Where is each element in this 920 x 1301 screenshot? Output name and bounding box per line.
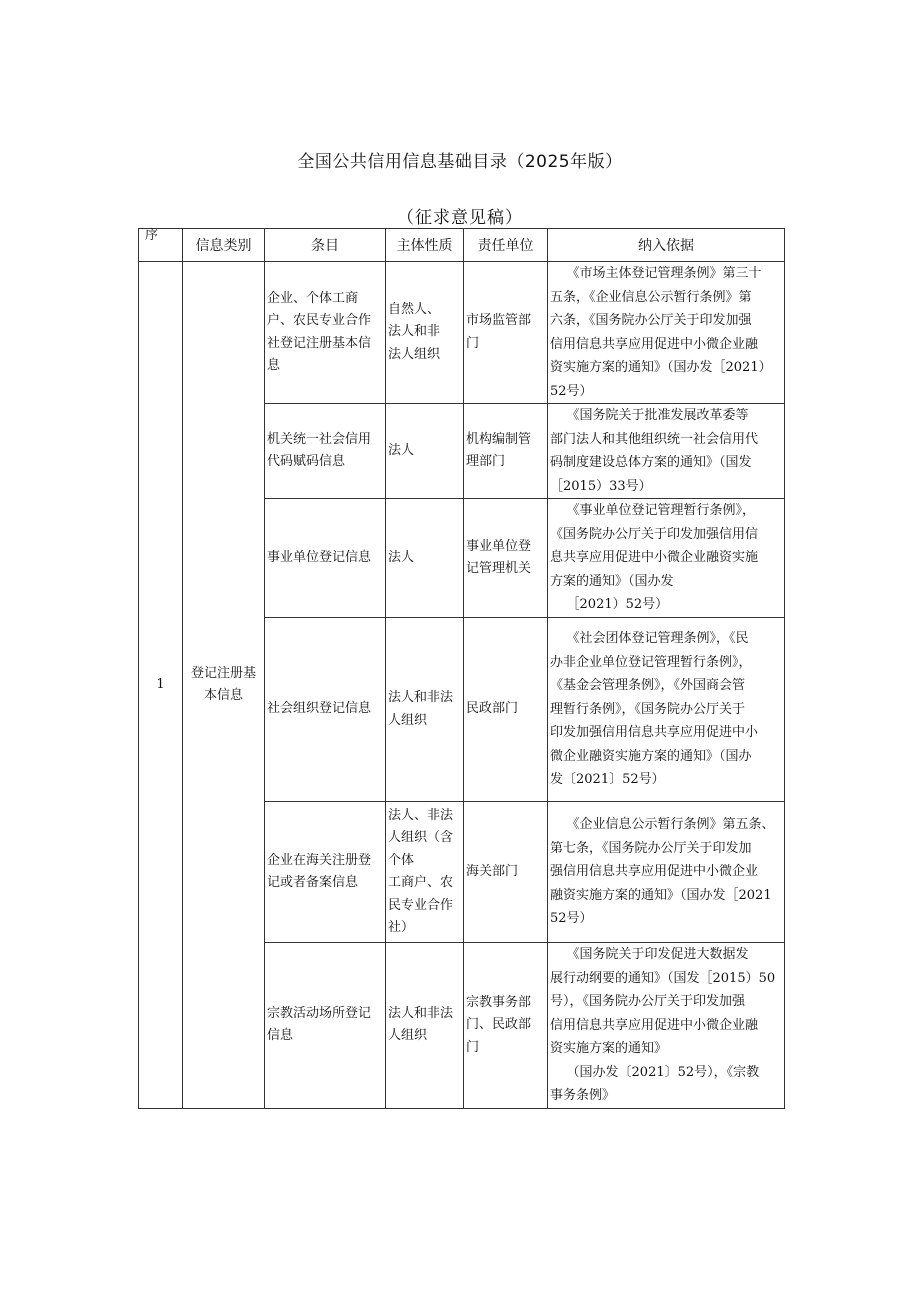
cell-text-line: 门 — [466, 1039, 480, 1055]
cell-text-line: 印发加强信用信息共享应用促进中小 — [550, 725, 759, 741]
row-item — [265, 499, 386, 618]
cell-text-line: 方案的通知》（国办发 — [550, 573, 674, 589]
cell-text-line: 机构编制管 — [466, 431, 532, 447]
cell-text-line: 记管理机关 — [466, 561, 532, 576]
cell-text-line: 《社会团体登记管理条例》，《民 — [550, 631, 749, 647]
cell-text-line: 登记注册基 — [190, 665, 256, 681]
header-seq: 序 — [139, 229, 183, 262]
row-basis — [548, 618, 785, 802]
cell-text-line: （国办发〔2021〕52号），《宗教 — [550, 1064, 760, 1080]
cell-text-line: 52号） — [550, 383, 593, 399]
cell-text-line: 户、农民专业合作 — [267, 313, 372, 328]
row-basis — [548, 499, 785, 618]
cell-text-line: 第七条，《国务院办公厅关于印发加 — [550, 840, 752, 856]
cell-text-line: 号），《国务院办公厅关于印发加强 — [550, 994, 746, 1009]
cell-text-line: 自然人、 — [388, 301, 441, 317]
cell-text-line: 部门法人和其他组织统一社会信用代 — [550, 431, 759, 447]
cell-text-line: 法人组织 — [388, 346, 441, 362]
cell-text-line: 息 — [267, 358, 281, 373]
row-item — [265, 404, 386, 499]
cell-text-line: 六条，《国务院办公厅关于印发加强 — [550, 313, 752, 328]
catalog-table — [138, 228, 785, 1109]
cell-text-line: 宗教活动场所登记 — [267, 1005, 372, 1021]
header-subject: 主体性质 — [386, 229, 464, 262]
row-basis — [548, 262, 785, 404]
header-item: 条目 — [265, 229, 386, 262]
cell-text-line: 事业单位登记信息 — [267, 549, 372, 565]
cell-text-line: 息共享应用促进中小微企业融资实施 — [550, 550, 759, 566]
cell-text-line: 理部门 — [466, 454, 506, 469]
table-header-row — [139, 229, 785, 262]
row-basis — [548, 802, 785, 943]
cell-text-line: ［2021）52号） — [550, 597, 669, 613]
cell-text-line: 法人 — [388, 549, 415, 565]
cell-text-line: 企业、个体工商 — [267, 290, 359, 306]
cell-text-line: 信息 — [267, 1028, 294, 1044]
cell-text-line: 《国务院关于批准发展改革委等 — [550, 408, 749, 423]
cell-text-line: 人组织 — [388, 712, 428, 728]
cell-text-line: 资实施方案的通知》 — [550, 1041, 668, 1056]
cell-text-line: 法人 — [388, 442, 415, 458]
row-basis — [548, 404, 785, 499]
cell-text-line: 五条，《企业信息公示暂行条例》第 — [550, 289, 752, 305]
cell-text-line: 宗教事务部 — [466, 994, 532, 1010]
cell-text-line: 《国务院办公厅关于印发加强信用信 — [550, 526, 759, 542]
cell-text-line: 记或者备案信息 — [267, 875, 359, 890]
cell-text-line: 事业单位登 — [466, 538, 532, 554]
cell-text-line: 法人和非法 — [388, 1005, 454, 1021]
cell-text-line: 《市场主体登记管理条例》第三十 — [550, 266, 762, 281]
cell-text-line: 信用信息共享应用促进中小微企业融 — [550, 1017, 759, 1033]
cell-text-line: 52号） — [550, 911, 593, 927]
row-item — [265, 943, 386, 1109]
row-item — [265, 802, 386, 943]
cell-text-line: 市场监管部 — [466, 313, 532, 328]
row-item — [265, 262, 386, 404]
cell-text-line: 人组织 — [388, 1028, 428, 1044]
header-category: 信息类别 — [183, 229, 265, 262]
row-basis — [548, 943, 785, 1109]
cell-text-line: 门、民政部 — [466, 1017, 532, 1032]
table-row — [139, 262, 785, 404]
row-unit — [464, 404, 548, 499]
cell-text-line: 人组织（含 — [388, 830, 454, 845]
row-seq: 1 — [139, 262, 183, 1109]
cell-text-line: 发〔2021〕52号） — [550, 772, 665, 788]
cell-text-line: 强信用信息共享应用促进中小微企业 — [550, 864, 759, 880]
header-basis: 纳入依据 — [548, 229, 785, 262]
row-unit — [464, 943, 548, 1109]
row-category — [183, 262, 265, 1109]
cell-text-line: 社） — [388, 920, 415, 935]
row-unit — [464, 499, 548, 618]
cell-text-line: 《事业单位登记管理暂行条例》， — [550, 503, 756, 519]
document-subtitle: （征求意见稿） — [397, 208, 523, 228]
cell-text-line: 法人和非 — [388, 324, 441, 340]
cell-text-line: 《国务院关于印发促进大数据发 — [550, 947, 749, 962]
row-unit — [464, 262, 548, 404]
cell-text-line: 个体 — [388, 852, 415, 868]
row-subject — [386, 802, 464, 943]
cell-text-line: 事务条例》 — [550, 1088, 616, 1103]
document-title: 全国公共信用信息基础目录（2025年版） — [297, 152, 623, 172]
cell-text-line: 《企业信息公示暂行条例》第五条、 — [550, 817, 775, 833]
cell-text-line: 海关部门 — [466, 863, 519, 879]
row-unit — [464, 802, 548, 943]
cell-text-line: 社登记注册基本信 — [267, 335, 372, 351]
row-subject — [386, 943, 464, 1109]
cell-text-line: 民专业合作 — [388, 897, 454, 913]
cell-text-line: 代码赋码信息 — [267, 454, 346, 469]
row-subject — [386, 404, 464, 499]
cell-text-line: 民政部门 — [466, 701, 519, 717]
cell-text-line: 理暂行条例》，《国务院办公厅关于 — [550, 701, 746, 717]
cell-text-line: ［2015）33号） — [550, 478, 652, 494]
cell-text-line: 信用信息共享应用促进中小微企业融 — [550, 336, 759, 352]
cell-text-line: 展行动纲要的通知》（国发［2015）50 — [550, 970, 776, 986]
cell-text-line: 本信息 — [203, 687, 243, 703]
cell-text-line: 工商户、农 — [388, 875, 454, 890]
row-subject — [386, 499, 464, 618]
cell-text-line: 办非企业单位登记管理暂行条例》， — [550, 654, 752, 670]
cell-text-line: 法人和非法 — [388, 690, 454, 705]
cell-text-line: 法人、非法 — [388, 807, 454, 823]
cell-text-line: 社会组织登记信息 — [267, 701, 372, 717]
cell-text-line: 门 — [466, 335, 480, 351]
cell-text-line: 码制度建设总体方案的通知》（国发 — [550, 455, 752, 470]
row-unit — [464, 618, 548, 802]
header-unit: 责任单位 — [464, 229, 548, 262]
cell-text-line: 机关统一社会信用 — [267, 431, 372, 447]
cell-text-line: 《基金会管理条例》，《外国商会管 — [550, 678, 746, 694]
cell-text-line: 资实施方案的通知》（国办发［2021） — [550, 360, 772, 375]
cell-text-line: 融资实施方案的通知》（国办发［2021 — [550, 887, 772, 903]
row-item — [265, 618, 386, 802]
cell-text-line: 微企业融资实施方案的通知》（国办 — [550, 748, 752, 764]
row-subject — [386, 262, 464, 404]
row-subject — [386, 618, 464, 802]
cell-text-line: 企业在海关注册登 — [267, 852, 372, 868]
